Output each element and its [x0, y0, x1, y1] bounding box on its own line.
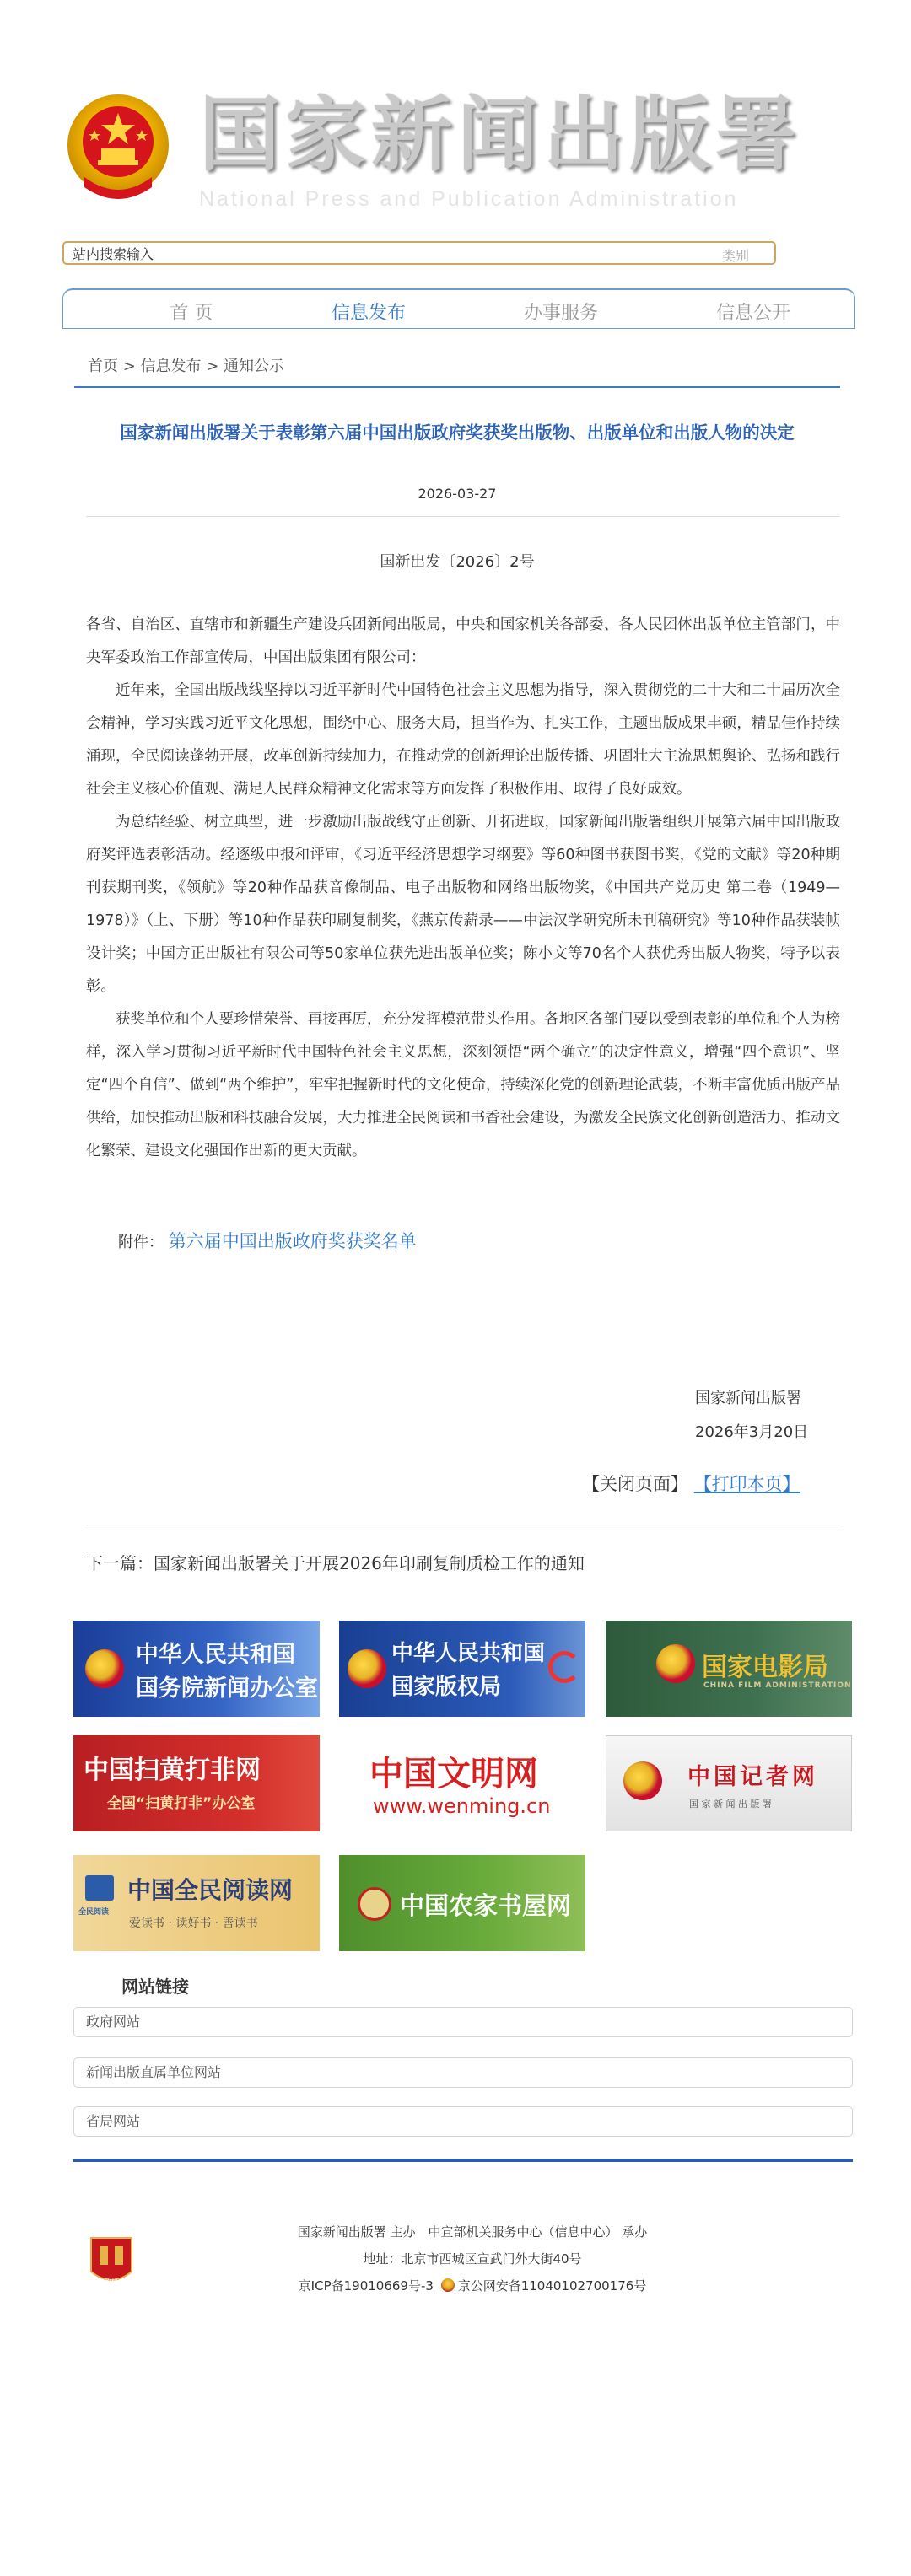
close-page-button[interactable]: 【关闭页面】 — [582, 1474, 688, 1494]
banner-scio-line1: 中华人民共和国 — [136, 1642, 295, 1668]
emblem-icon — [623, 1761, 662, 1800]
farm-library-logo-icon — [358, 1887, 391, 1921]
footer-registration — [135, 2277, 810, 2294]
article-body — [86, 609, 840, 1168]
link-select-direct-units[interactable]: 新闻出版直属单位网站 — [73, 2057, 853, 2088]
national-emblem-icon — [64, 93, 172, 211]
banner-sahf-title: 中国扫黄打非网 — [84, 1756, 261, 1785]
banner-journalist-subtitle: 国 家 新 闻 出 版 署 — [689, 1799, 772, 1810]
nav-home[interactable]: 首 页 — [170, 303, 213, 324]
banner-ncac[interactable] — [339, 1621, 585, 1717]
banner-wenming[interactable] — [339, 1735, 585, 1831]
main-nav — [62, 288, 855, 329]
banner-farm[interactable] — [339, 1855, 585, 1951]
article-paragraph: 获奖单位和个人要珍惜荣誉、再接再厉，充分发挥模范带头作用。各地区各部门要以受到表彰的单位和个人为榜样，深入学习贯彻习近平新时代中国特色社会主义思想，深刻领悟“两个确立”的决定性意义，增强“四个意识”、坚定“四个自信”、做到“两个维护”，牢牢把握新时代的文化使命，持续深化党的创新理论武装，不断丰富优质出版产品供给，加快推动出版和科技融合发展，大力推进全民阅读和书香社会建设，为激发全民族文化创新创造活力、推动文化繁荣、建设文化强国作出新的更大贡献。 — [86, 1011, 840, 1159]
footer-address: 地址：北京市西城区宣武门外大街40号 — [363, 2251, 582, 2267]
emblem-icon — [656, 1644, 695, 1683]
banner-reading-subtitle: 爱读书 · 读好书 · 善读书 — [129, 1917, 258, 1930]
article-divider — [86, 516, 840, 517]
banner-scio[interactable] — [73, 1621, 320, 1717]
government-site-badge-icon[interactable] — [88, 2235, 135, 2290]
link-select-provincial[interactable]: 省局网站 — [73, 2106, 853, 2137]
next-article-title[interactable]: 国家新闻出版署关于开展2026年印刷复制质检工作的通知 — [154, 1553, 585, 1573]
article-date: 2026-03-27 — [418, 486, 497, 502]
nav-services[interactable]: 办事服务 — [523, 303, 598, 324]
government-badge-text: 党政机关 — [98, 2278, 125, 2285]
banner-wenming-url: www.wenming.cn — [373, 1794, 551, 1818]
banner-film[interactable] — [606, 1621, 852, 1717]
publish-date: 2026年3月20日 — [695, 1423, 809, 1441]
article-paragraph: 近年来，全国出版战线坚持以习近平新时代中国特色社会主义思想为指导，深入贯彻党的二十大和二十届历次全会精神，学习实践习近平文化思想，围绕中心、服务大局，担当作为、扎实工作，主题出版成果丰硕，精品佳作持续涌现，全民阅读蓬勃开展，改革创新持续加力，在推动党的创新理论出版传播、巩固壮大主流思想舆论、弘扬和践行社会主义核心价值观、满足人民群众精神文化需求等方面发挥了积极作用、取得了良好成效。 — [86, 682, 840, 798]
publisher-name: 国家新闻出版署 — [695, 1390, 801, 1407]
book-logo-icon — [85, 1875, 114, 1901]
banner-sahf[interactable] — [73, 1735, 320, 1831]
emblem-icon — [348, 1649, 386, 1688]
links-heading: 网站链接 — [121, 1976, 189, 1997]
next-article-prefix: 下一篇： — [86, 1553, 154, 1573]
copyright-logo-icon — [548, 1651, 580, 1683]
emblem-icon — [85, 1649, 124, 1688]
footer-divider — [73, 2159, 853, 2162]
banner-reading-title: 中国全民阅读网 — [127, 1876, 294, 1904]
banner-journalist[interactable] — [606, 1735, 852, 1831]
banner-film-subtitle: CHINA FILM ADMINISTRATION — [703, 1681, 852, 1690]
banner-reading-badge: 全民阅读 — [78, 1908, 110, 1917]
police-badge-icon — [441, 2278, 455, 2292]
next-article[interactable] — [86, 1550, 585, 1574]
search-input[interactable] — [71, 245, 648, 263]
banner-film-title: 国家电影局 — [702, 1653, 828, 1682]
breadcrumb-divider — [74, 386, 840, 388]
document-number: 国新出发〔2026〕2号 — [380, 553, 535, 571]
breadcrumb[interactable]: 首页 > 信息发布 > 通知公示 — [88, 358, 285, 375]
nav-info-release[interactable]: 信息发布 — [331, 303, 406, 324]
banner-farm-title: 中国农家书屋网 — [400, 1891, 572, 1920]
search-category-select[interactable]: 类别 — [722, 248, 750, 264]
link-select-government[interactable]: 政府网站 — [73, 2007, 853, 2037]
site-subtitle: National Press and Publication Administration — [199, 187, 739, 211]
icp-link[interactable]: 京ICP备19010669号-3 — [298, 2278, 434, 2294]
article-title: 国家新闻出版署关于表彰第六届中国出版政府奖获奖出版物、出版单位和出版人物的决定 — [120, 422, 795, 443]
print-page-button[interactable]: 【打印本页】 — [693, 1474, 800, 1494]
article-salutation: 各省、自治区、直辖市和新疆生产建设兵团新闻出版局，中央和国家机关各部委、各人民团体出版单位主管部门，中央军委政治工作部宣传局，中国出版集团有限公司： — [86, 616, 840, 666]
attachment-link[interactable]: 第六届中国出版政府奖获奖名单 — [168, 1231, 417, 1251]
attachment — [118, 1228, 417, 1253]
banner-sahf-subtitle: 全国“扫黄打非”办公室 — [107, 1795, 256, 1812]
banner-scio-line2: 国务院新闻办公室 — [136, 1675, 318, 1702]
nav-info-disclosure[interactable]: 信息公开 — [715, 303, 790, 324]
banner-ncac-line2: 国家版权局 — [391, 1675, 502, 1700]
page-actions — [582, 1471, 800, 1496]
banner-ncac-line1: 中华人民共和国 — [391, 1641, 546, 1666]
attachment-label: 附件： — [118, 1234, 164, 1251]
banner-wenming-title: 中国文明网 — [369, 1755, 538, 1794]
footer-host: 国家新闻出版署 主办 中宣部机关服务中心（信息中心） 承办 — [297, 2224, 648, 2240]
banner-reading[interactable] — [73, 1855, 320, 1951]
article-paragraph: 为总结经验、树立典型，进一步激励出版战线守正创新、开拓进取，国家新闻出版署组织开展第六届中国出版政府奖评选表彰活动。经逐级申报和评审，《习近平经济思想学习纲要》等60种图书获图书奖，《党的文献》等20种期刊获期刊奖，《领航》等20种作品获音像制品、电子出版物和网络出版物奖，《中国共产党历史 第二卷（1949—1978）》（上、下册）等10种作品获印刷复制奖，《燕京传薪录——中法汉学研究所未刊稿研究》等10种作品获装帧设计奖；中国方正出版社有限公司等50家单位获先进出版单位奖；陈小文等70名个人获优秀出版人物奖，特予以表彰。 — [86, 814, 840, 995]
police-registration-link[interactable]: 京公网安备11040102700176号 — [457, 2278, 647, 2294]
search-bar — [62, 241, 776, 265]
banner-journalist-title: 中国记者网 — [687, 1764, 818, 1790]
site-title: 国家新闻出版署 — [199, 87, 801, 182]
